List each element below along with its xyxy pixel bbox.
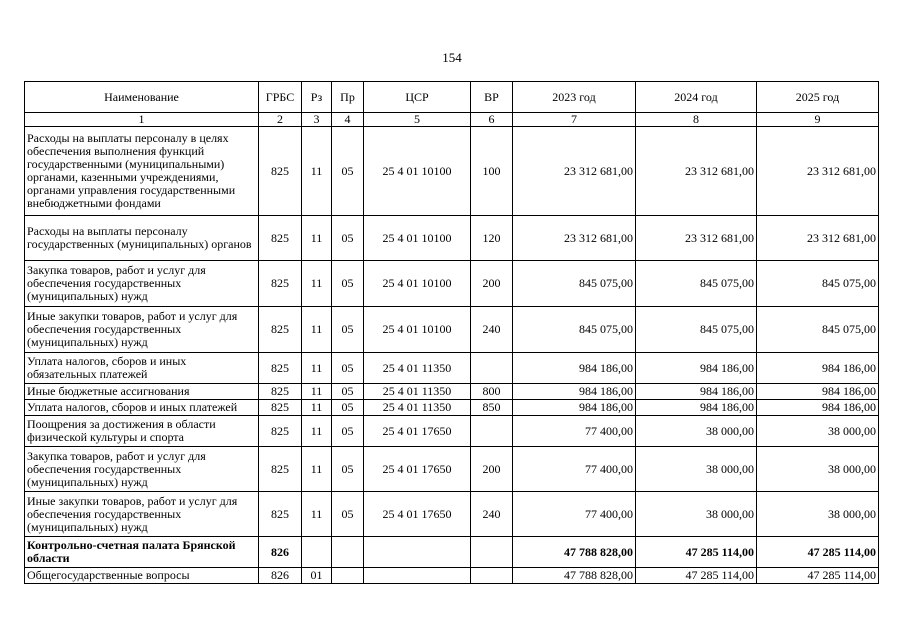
cell-grbs: 825 xyxy=(259,416,302,447)
cell-pr: 05 xyxy=(332,261,364,307)
cell-rz: 11 xyxy=(302,492,332,537)
cell-pr: 05 xyxy=(332,127,364,216)
table-row xyxy=(25,492,879,537)
cell-2023: 23 312 681,00 xyxy=(513,216,636,261)
table-row xyxy=(25,216,879,261)
cell-csr: 25 4 01 10100 xyxy=(364,216,471,261)
cell-name: Уплата налогов, сборов и иных обязательных платежей xyxy=(25,353,259,384)
cell-grbs: 826 xyxy=(259,568,302,584)
cell-grbs: 825 xyxy=(259,353,302,384)
cell-csr: 25 4 01 11350 xyxy=(364,384,471,400)
cell-2024: 38 000,00 xyxy=(636,447,757,492)
col-header-pr: Пр xyxy=(332,82,364,113)
cell-name: Закупка товаров, работ и услуг для обеспечения государственных (муниципальных) нужд xyxy=(25,261,259,307)
cell-csr: 25 4 01 11350 xyxy=(364,353,471,384)
cell-name: Контрольно-счетная палата Брянской области xyxy=(25,537,259,568)
cell-name: Иные бюджетные ассигнования xyxy=(25,384,259,400)
cell-2024: 984 186,00 xyxy=(636,353,757,384)
cell-2023: 845 075,00 xyxy=(513,261,636,307)
col-number: 7 xyxy=(513,113,636,127)
cell-pr: 05 xyxy=(332,492,364,537)
cell-vr xyxy=(471,416,513,447)
cell-pr: 05 xyxy=(332,384,364,400)
cell-rz: 11 xyxy=(302,307,332,353)
col-header-rz: Рз xyxy=(302,82,332,113)
cell-pr: 05 xyxy=(332,307,364,353)
cell-2025: 23 312 681,00 xyxy=(757,216,879,261)
cell-2025: 38 000,00 xyxy=(757,492,879,537)
cell-pr xyxy=(332,568,364,584)
col-number: 9 xyxy=(757,113,879,127)
table-row xyxy=(25,416,879,447)
col-header-2024: 2024 год xyxy=(636,82,757,113)
cell-2024: 23 312 681,00 xyxy=(636,216,757,261)
col-number: 6 xyxy=(471,113,513,127)
cell-2023: 23 312 681,00 xyxy=(513,127,636,216)
cell-csr: 25 4 01 17650 xyxy=(364,416,471,447)
cell-2024: 23 312 681,00 xyxy=(636,127,757,216)
cell-2024: 845 075,00 xyxy=(636,261,757,307)
cell-rz: 11 xyxy=(302,216,332,261)
cell-2024: 38 000,00 xyxy=(636,416,757,447)
col-number: 8 xyxy=(636,113,757,127)
cell-pr xyxy=(332,537,364,568)
col-header-2023: 2023 год xyxy=(513,82,636,113)
cell-grbs: 825 xyxy=(259,261,302,307)
cell-vr: 240 xyxy=(471,492,513,537)
cell-2023: 47 788 828,00 xyxy=(513,568,636,584)
cell-grbs: 826 xyxy=(259,537,302,568)
cell-vr: 200 xyxy=(471,447,513,492)
cell-rz: 11 xyxy=(302,261,332,307)
table-row xyxy=(25,307,879,353)
cell-csr xyxy=(364,568,471,584)
cell-vr: 240 xyxy=(471,307,513,353)
cell-2023: 845 075,00 xyxy=(513,307,636,353)
col-number: 1 xyxy=(25,113,259,127)
cell-2023: 47 788 828,00 xyxy=(513,537,636,568)
cell-2025: 984 186,00 xyxy=(757,384,879,400)
cell-vr: 120 xyxy=(471,216,513,261)
cell-pr: 05 xyxy=(332,216,364,261)
cell-2025: 38 000,00 xyxy=(757,447,879,492)
table-row xyxy=(25,261,879,307)
budget-table xyxy=(24,81,879,584)
cell-2025: 984 186,00 xyxy=(757,400,879,416)
cell-vr: 200 xyxy=(471,261,513,307)
cell-name: Иные закупки товаров, работ и услуг для обеспечения государственных (муниципальных) нужд xyxy=(25,307,259,353)
col-number: 4 xyxy=(332,113,364,127)
cell-pr: 05 xyxy=(332,416,364,447)
table-row xyxy=(25,353,879,384)
table-row xyxy=(25,384,879,400)
cell-rz: 11 xyxy=(302,127,332,216)
cell-grbs: 825 xyxy=(259,492,302,537)
cell-rz: 01 xyxy=(302,568,332,584)
cell-rz: 11 xyxy=(302,447,332,492)
cell-2024: 47 285 114,00 xyxy=(636,568,757,584)
cell-name: Иные закупки товаров, работ и услуг для обеспечения государственных (муниципальных) нужд xyxy=(25,492,259,537)
table-row xyxy=(25,568,879,584)
cell-name: Расходы на выплаты персоналу в целях обеспечения выполнения функций государственными (муниципальными) органами, казенными учреждениями, органами управления государственными внебюджетными фондами xyxy=(25,127,259,216)
cell-2025: 845 075,00 xyxy=(757,307,879,353)
cell-2023: 984 186,00 xyxy=(513,353,636,384)
cell-2025: 47 285 114,00 xyxy=(757,568,879,584)
cell-vr xyxy=(471,568,513,584)
cell-2025: 47 285 114,00 xyxy=(757,537,879,568)
cell-grbs: 825 xyxy=(259,127,302,216)
cell-csr: 25 4 01 17650 xyxy=(364,447,471,492)
col-number: 5 xyxy=(364,113,471,127)
cell-2025: 845 075,00 xyxy=(757,261,879,307)
cell-csr: 25 4 01 11350 xyxy=(364,400,471,416)
col-header-csr: ЦСР xyxy=(364,82,471,113)
cell-vr: 850 xyxy=(471,400,513,416)
cell-2024: 38 000,00 xyxy=(636,492,757,537)
col-number: 3 xyxy=(302,113,332,127)
cell-grbs: 825 xyxy=(259,307,302,353)
cell-name: Общегосударственные вопросы xyxy=(25,568,259,584)
cell-2023: 77 400,00 xyxy=(513,447,636,492)
cell-rz: 11 xyxy=(302,416,332,447)
cell-vr xyxy=(471,537,513,568)
cell-name: Поощрения за достижения в области физической культуры и спорта xyxy=(25,416,259,447)
cell-pr: 05 xyxy=(332,400,364,416)
cell-csr: 25 4 01 10100 xyxy=(364,127,471,216)
col-number: 2 xyxy=(259,113,302,127)
cell-2024: 845 075,00 xyxy=(636,307,757,353)
cell-2023: 77 400,00 xyxy=(513,416,636,447)
cell-2023: 984 186,00 xyxy=(513,384,636,400)
cell-2024: 984 186,00 xyxy=(636,400,757,416)
cell-name: Расходы на выплаты персоналу государственных (муниципальных) органов xyxy=(25,216,259,261)
col-header-grbs: ГРБС xyxy=(259,82,302,113)
cell-pr: 05 xyxy=(332,353,364,384)
cell-csr xyxy=(364,537,471,568)
cell-2025: 38 000,00 xyxy=(757,416,879,447)
table-row xyxy=(25,537,879,568)
cell-rz xyxy=(302,537,332,568)
cell-grbs: 825 xyxy=(259,384,302,400)
header-row xyxy=(25,82,879,113)
cell-name: Уплата налогов, сборов и иных платежей xyxy=(25,400,259,416)
cell-vr xyxy=(471,353,513,384)
table-row xyxy=(25,127,879,216)
cell-grbs: 825 xyxy=(259,216,302,261)
table-row xyxy=(25,447,879,492)
cell-csr: 25 4 01 10100 xyxy=(364,307,471,353)
table-row xyxy=(25,400,879,416)
cell-vr: 100 xyxy=(471,127,513,216)
cell-2023: 984 186,00 xyxy=(513,400,636,416)
cell-pr: 05 xyxy=(332,447,364,492)
col-header-vr: ВР xyxy=(471,82,513,113)
cell-2025: 23 312 681,00 xyxy=(757,127,879,216)
cell-csr: 25 4 01 10100 xyxy=(364,261,471,307)
col-header-2025: 2025 год xyxy=(757,82,879,113)
cell-rz: 11 xyxy=(302,353,332,384)
cell-2025: 984 186,00 xyxy=(757,353,879,384)
cell-grbs: 825 xyxy=(259,400,302,416)
column-number-row xyxy=(25,113,879,127)
cell-rz: 11 xyxy=(302,384,332,400)
cell-rz: 11 xyxy=(302,400,332,416)
cell-grbs: 825 xyxy=(259,447,302,492)
cell-csr: 25 4 01 17650 xyxy=(364,492,471,537)
cell-2024: 47 285 114,00 xyxy=(636,537,757,568)
cell-2023: 77 400,00 xyxy=(513,492,636,537)
page-number: 154 xyxy=(442,50,462,65)
cell-2024: 984 186,00 xyxy=(636,384,757,400)
cell-name: Закупка товаров, работ и услуг для обеспечения государственных (муниципальных) нужд xyxy=(25,447,259,492)
cell-vr: 800 xyxy=(471,384,513,400)
col-header-name: Наименование xyxy=(25,82,259,113)
